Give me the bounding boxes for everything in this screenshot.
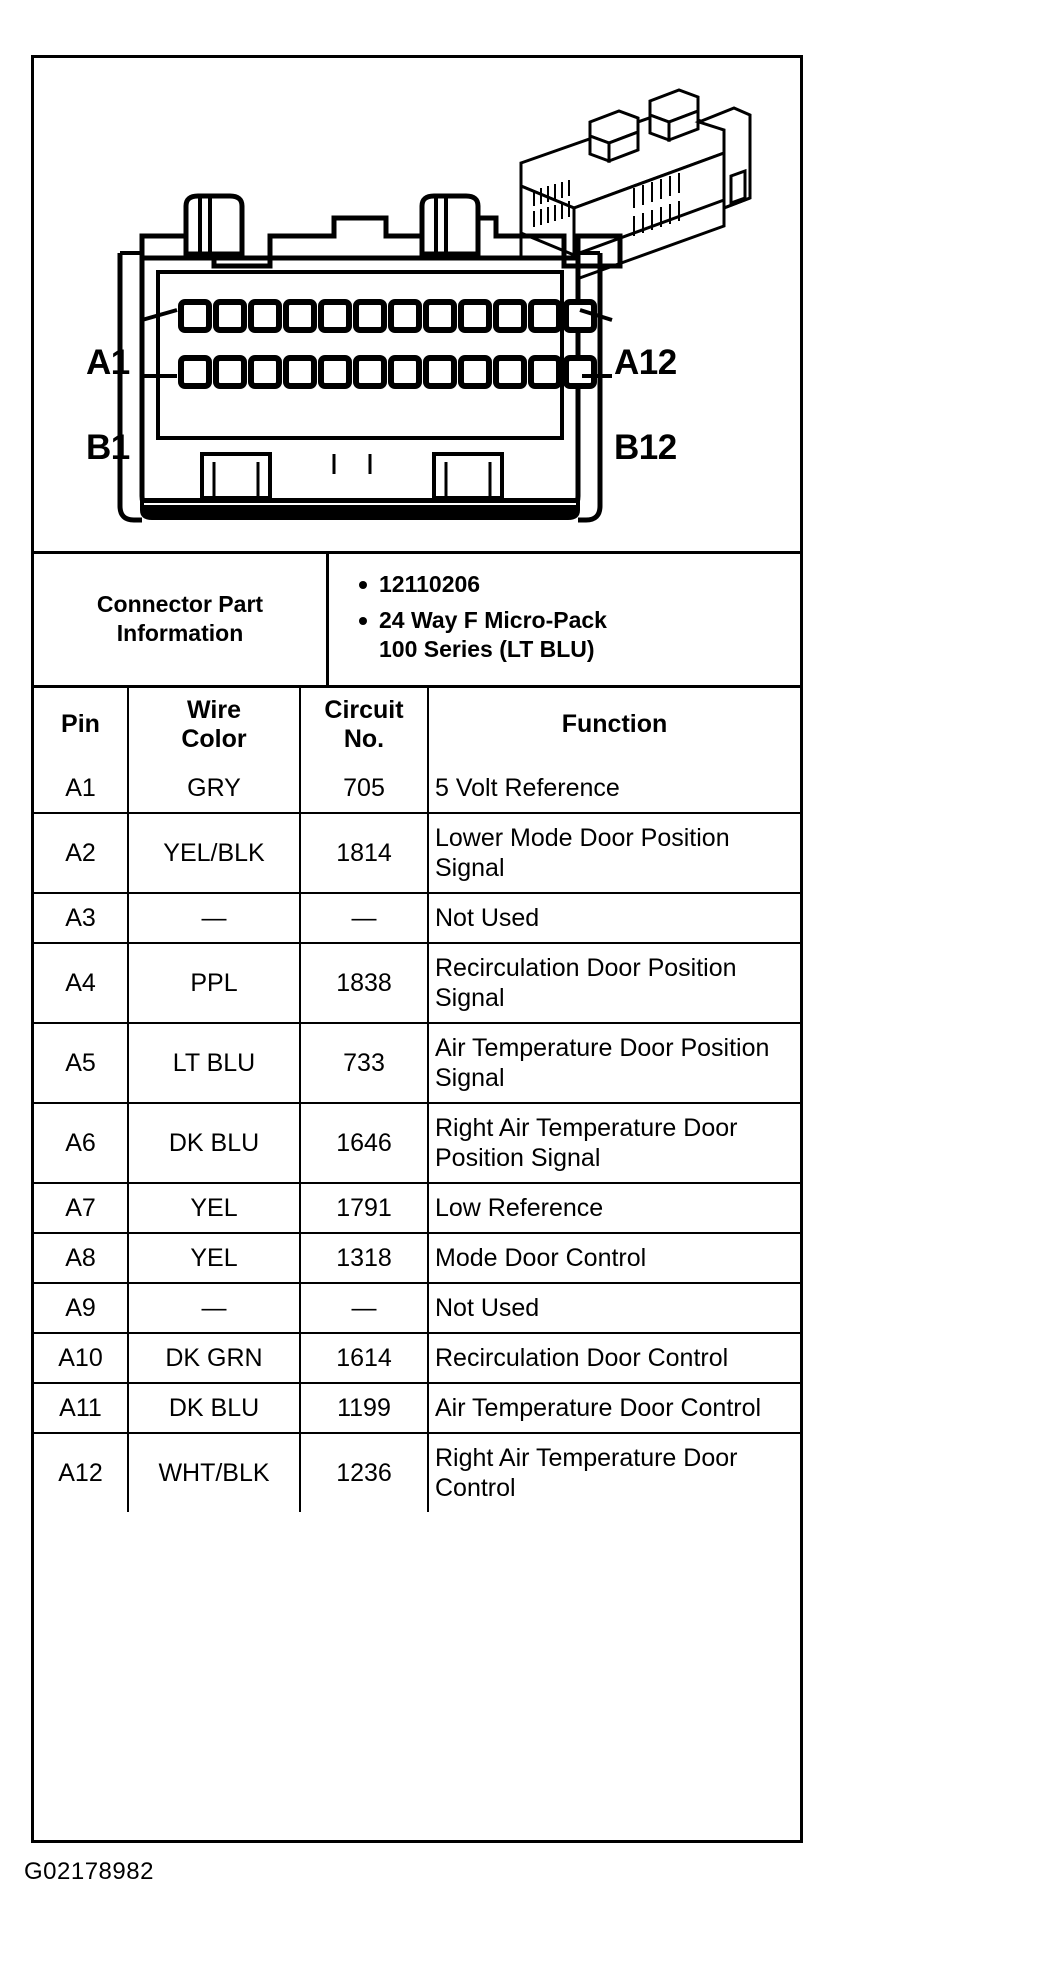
- cell-circuit-no: 733: [300, 1023, 428, 1103]
- cell-circuit-no: 1236: [300, 1433, 428, 1512]
- table-row: [34, 1103, 800, 1183]
- pin-callout-a12: A12: [614, 343, 677, 382]
- connector-part-information-details: [328, 553, 801, 685]
- cell-wire-color: YEL: [128, 1233, 300, 1283]
- cell-wire-color: WHT/BLK: [128, 1433, 300, 1512]
- table-row: [34, 813, 800, 893]
- table-row: [34, 1183, 800, 1233]
- cell-pin: A3: [34, 893, 128, 943]
- connector-part-number: 12110206: [379, 571, 481, 597]
- cell-circuit-no: —: [300, 1283, 428, 1333]
- cell-circuit-no: 1199: [300, 1383, 428, 1433]
- cell-pin: A5: [34, 1023, 128, 1103]
- cell-function: Right Air Temperature Door Position Signal: [428, 1103, 800, 1183]
- connector-description-line-2: 100 Series (LT BLU): [379, 635, 595, 662]
- cell-circuit-no: 1646: [300, 1103, 428, 1183]
- cell-function: Not Used: [428, 893, 800, 943]
- cell-circuit-no: 705: [300, 764, 428, 813]
- cpi-heading-line-2: Information: [116, 620, 244, 647]
- cell-pin: A4: [34, 943, 128, 1023]
- cell-function: Not Used: [428, 1283, 800, 1333]
- wire-color-header-line-2: Color: [181, 724, 247, 753]
- table-row: [34, 1433, 800, 1512]
- cell-wire-color: GRY: [128, 764, 300, 813]
- connector-part-number-bullet: [379, 570, 790, 599]
- cell-function: Low Reference: [428, 1183, 800, 1233]
- cell-wire-color: PPL: [128, 943, 300, 1023]
- column-header-circuit-no: [300, 686, 428, 764]
- table-row: [34, 943, 800, 1023]
- cell-circuit-no: 1318: [300, 1233, 428, 1283]
- cell-pin: A9: [34, 1283, 128, 1333]
- connector-part-information-table: [34, 551, 800, 685]
- cell-pin: A10: [34, 1333, 128, 1383]
- table-row: [34, 1233, 800, 1283]
- table-row: [34, 893, 800, 943]
- pin-callout-b1: B1: [86, 428, 130, 467]
- column-header-wire-color: [128, 686, 300, 764]
- cell-function: 5 Volt Reference: [428, 764, 800, 813]
- table-row: [34, 1023, 800, 1103]
- column-header-function: Function: [428, 686, 800, 764]
- connector-description-bullet: [379, 606, 790, 664]
- cell-pin: A12: [34, 1433, 128, 1512]
- connector-part-bullet-list: [353, 570, 790, 664]
- cell-circuit-no: 1791: [300, 1183, 428, 1233]
- connector-part-information-row: [34, 553, 800, 685]
- pin-table-body: [34, 764, 800, 1512]
- cell-pin: A6: [34, 1103, 128, 1183]
- cpi-heading-line-1: Connector Part: [96, 591, 264, 618]
- cell-wire-color: YEL: [128, 1183, 300, 1233]
- cell-function: Mode Door Control: [428, 1233, 800, 1283]
- figure-reference-code: G02178982: [24, 1858, 154, 1885]
- document-page-frame: [31, 55, 803, 1843]
- connector-description-line-1: 24 Way F Micro-Pack: [379, 606, 607, 633]
- cell-circuit-no: 1838: [300, 943, 428, 1023]
- table-row: [34, 764, 800, 813]
- cell-pin: A11: [34, 1383, 128, 1433]
- cell-wire-color: LT BLU: [128, 1023, 300, 1103]
- table-row: [34, 1333, 800, 1383]
- cell-circuit-no: 1814: [300, 813, 428, 893]
- cell-function: Right Air Temperature Door Control: [428, 1433, 800, 1512]
- cell-pin: A2: [34, 813, 128, 893]
- circuit-header-line-1: Circuit: [324, 695, 404, 724]
- cell-wire-color: DK GRN: [128, 1333, 300, 1383]
- cell-wire-color: —: [128, 1283, 300, 1333]
- cell-function: Recirculation Door Control: [428, 1333, 800, 1383]
- connector-drawing-svg: [34, 58, 800, 551]
- pin-assignment-table: [34, 685, 800, 1512]
- circuit-header-line-2: No.: [343, 724, 385, 753]
- cell-function: Air Temperature Door Position Signal: [428, 1023, 800, 1103]
- cell-function: Lower Mode Door Position Signal: [428, 813, 800, 893]
- cell-pin: A1: [34, 764, 128, 813]
- wire-color-header-line-1: Wire: [187, 695, 241, 724]
- cell-function: Recirculation Door Position Signal: [428, 943, 800, 1023]
- table-row: [34, 1283, 800, 1333]
- cell-wire-color: —: [128, 893, 300, 943]
- connector-illustration: [34, 58, 800, 551]
- pin-callout-a1: A1: [86, 343, 130, 382]
- pin-callout-b12: B12: [614, 428, 677, 467]
- cell-function: Air Temperature Door Control: [428, 1383, 800, 1433]
- column-header-pin: Pin: [34, 686, 128, 764]
- connector-part-information-heading: [34, 553, 328, 685]
- cell-wire-color: DK BLU: [128, 1103, 300, 1183]
- cell-circuit-no: 1614: [300, 1333, 428, 1383]
- cell-pin: A8: [34, 1233, 128, 1283]
- cell-pin: A7: [34, 1183, 128, 1233]
- table-row: [34, 1383, 800, 1433]
- cell-wire-color: YEL/BLK: [128, 813, 300, 893]
- cell-circuit-no: —: [300, 893, 428, 943]
- cell-wire-color: DK BLU: [128, 1383, 300, 1433]
- pin-table-header-row: [34, 686, 800, 764]
